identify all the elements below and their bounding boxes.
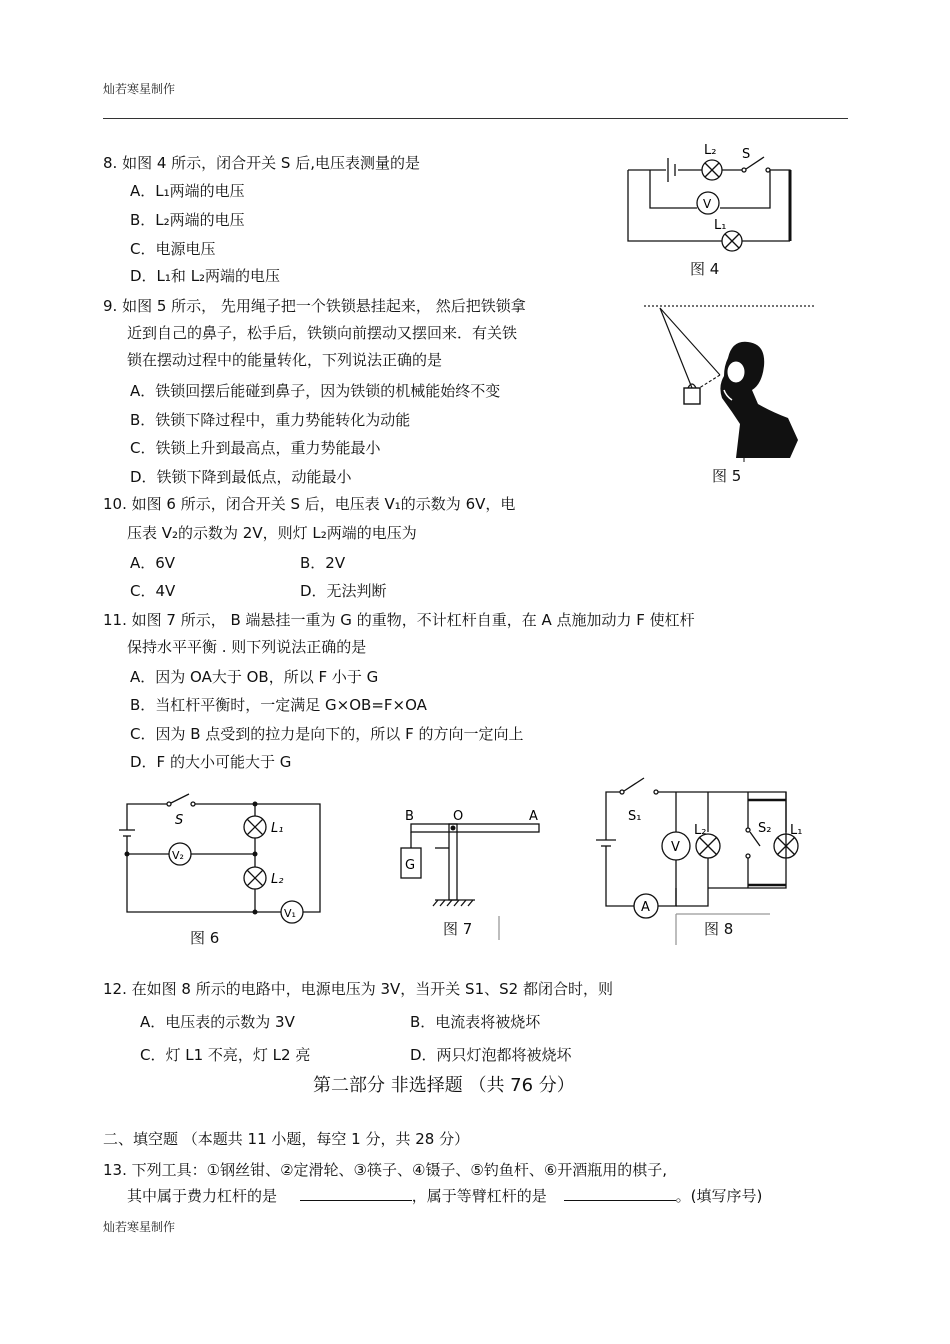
q9-option-c: C．铁锁上升到最高点，重力势能最小 — [130, 439, 381, 457]
fig4-v-label: V — [703, 197, 712, 211]
fig8-v-label: V — [671, 840, 680, 855]
part2-title: 第二部分 非选择题 （共 76 分） — [313, 1075, 575, 1096]
fig7-b-label: B — [405, 809, 414, 824]
fig4-caption: 图 4 — [690, 260, 720, 278]
q10-stem-line2: 压表 V₂的示数为 2V，则灯 L₂两端的电压为 — [127, 524, 417, 542]
figure-6-circuit — [115, 790, 330, 925]
q12-option-a: A．电压表的示数为 3V — [140, 1013, 295, 1031]
fig6-s-label: S — [175, 813, 184, 828]
q11-option-d: D．F 的大小可能大于 G — [130, 753, 292, 771]
q8-option-b: B．L₂两端的电压 — [130, 211, 245, 229]
q12-stem: 12. 在如图 8 所示的电路中，电源电压为 3V，当开关 S1、S2 都闭合时，则 — [103, 980, 613, 998]
q12-option-c: C．灯 L1 不亮，灯 L2 亮 — [140, 1046, 311, 1064]
q12-option-b: B．电流表将被烧坏 — [410, 1013, 541, 1031]
fig8-caption: 图 8 — [704, 920, 734, 938]
q9-option-d: D．铁锁下降到最低点，动能最小 — [130, 468, 352, 486]
q9-stem-line3: 锁在摆动过程中的能量转化，下列说法正确的是 — [127, 351, 443, 369]
q13-stem-line1: 13. 下列工具：①钢丝钳、②定滑轮、③筷子、④镊子、⑤钓鱼杆、⑥开酒瓶用的棋子, — [103, 1161, 668, 1179]
q13-text-c: 。(填写序号) — [675, 1187, 763, 1205]
fig8-s1-label: S₁ — [628, 809, 642, 824]
q11-stem-line1: 11. 如图 7 所示， B 端悬挂一重为 G 的重物，不计杠杆自重，在 A 点施加动力 F 使杠杆 — [103, 611, 695, 629]
q13-text-a: 其中属于费力杠杆的是 — [127, 1187, 278, 1205]
q13-blank-1[interactable] — [300, 1186, 412, 1201]
fig6-l2-label: L₂ — [271, 872, 284, 887]
fig4-l1-label: L₁ — [714, 218, 727, 233]
q8-option-c: C．电源电压 — [130, 240, 216, 258]
fig4-s-label: S — [742, 147, 751, 162]
q8-stem: 8. 如图 4 所示，闭合开关 S 后,电压表测量的是 — [103, 154, 420, 172]
figure-8-circuit — [590, 770, 815, 945]
fig6-l1-label: L₁ — [271, 821, 284, 836]
q12-option-d: D．两只灯泡都将被烧坏 — [410, 1046, 572, 1064]
fig6-v1-label: V₁ — [284, 907, 296, 920]
fig8-a-label: A — [641, 900, 650, 915]
page-header: 灿若寒星制作 — [103, 82, 176, 96]
q9-option-b: B．铁锁下降过程中，重力势能转化为动能 — [130, 411, 411, 429]
q10-option-a: A．6V — [130, 554, 176, 572]
q11-stem-line2: 保持水平平衡 . 则下列说法正确的是 — [127, 638, 367, 656]
fig8-s2-label: S₂ — [758, 821, 772, 836]
fig6-v2-label: V₂ — [172, 849, 184, 862]
q9-stem-line1: 9. 如图 5 所示， 先用绳子把一个铁锁悬挂起来， 然后把铁锁拿 — [103, 297, 526, 315]
fig6-caption: 图 6 — [190, 929, 220, 947]
q10-option-d: D．无法判断 — [300, 582, 387, 600]
header-rule — [103, 118, 848, 119]
q9-option-a: A．铁锁回摆后能碰到鼻子，因为铁锁的机械能始终不变 — [130, 382, 501, 400]
fig8-l2-label: L₂ — [694, 823, 707, 838]
figure-5-pendulum-illustration — [640, 300, 820, 462]
fig7-caption: 图 7 — [443, 920, 473, 938]
section2-title: 二、填空题 （本题共 11 小题，每空 1 分，共 28 分） — [103, 1130, 470, 1148]
fig7-g-label: G — [405, 858, 416, 873]
q13-stem-line2 — [127, 1186, 762, 1206]
fig8-l1-label: L₁ — [790, 823, 803, 838]
fig4-l2-label: L₂ — [704, 143, 717, 158]
q10-option-b: B．2V — [300, 554, 346, 572]
q13-blank-2[interactable] — [564, 1186, 676, 1201]
q10-option-c: C．4V — [130, 582, 176, 600]
q11-option-b: B．当杠杆平衡时，一定满足 G×OB=F×OA — [130, 696, 427, 714]
q9-stem-line2: 近到自己的鼻子，松手后，铁锁向前摆动又摆回来．有关铁 — [127, 324, 518, 342]
q11-option-c: C．因为 B 点受到的拉力是向下的，所以 F 的方向一定向上 — [130, 725, 524, 743]
q8-option-a: A．L₁两端的电压 — [130, 182, 245, 200]
q10-stem-line1: 10. 如图 6 所示，闭合开关 S 后，电压表 V₁的示数为 6V，电 — [103, 495, 516, 513]
fig7-a-label: A — [529, 809, 538, 824]
fig5-caption: 图 5 — [712, 467, 742, 485]
q8-option-d: D．L₁和 L₂两端的电压 — [130, 267, 281, 285]
q11-option-a: A．因为 OA大于 OB，所以 F 小于 G — [130, 668, 379, 686]
fig7-o-label: O — [453, 809, 464, 824]
page-footer: 灿若寒星制作 — [103, 1220, 176, 1234]
q13-text-b: ，属于等臂杠杆的是 — [411, 1187, 547, 1205]
